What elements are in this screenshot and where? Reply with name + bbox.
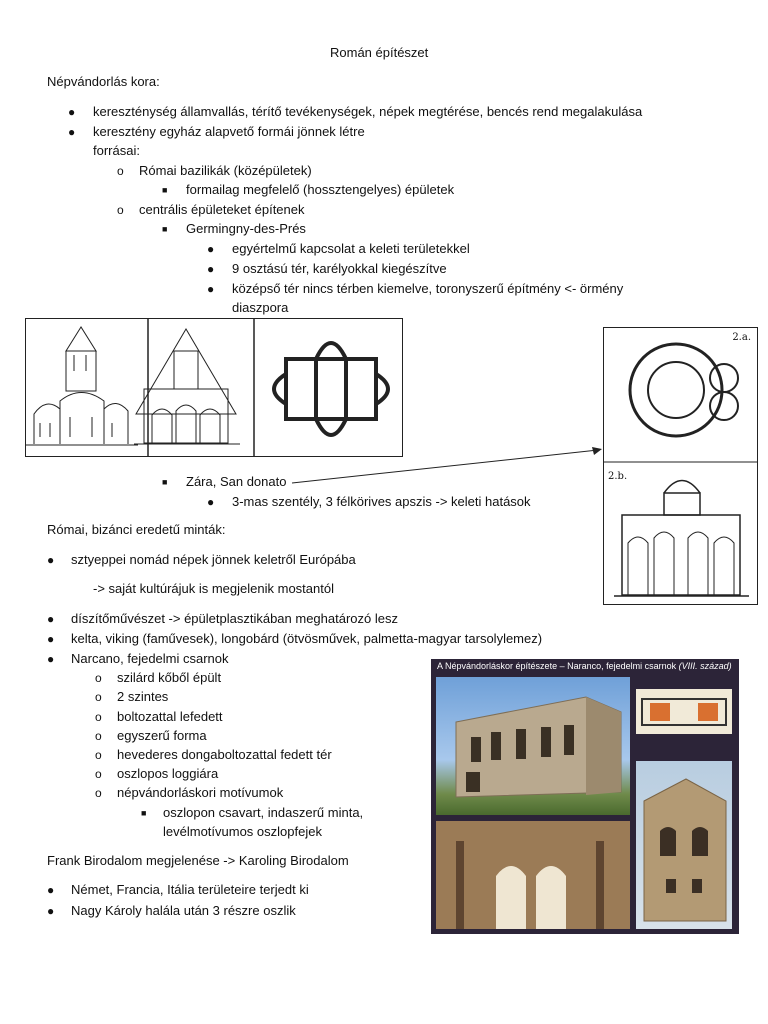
list-item: Narcano, fejedelmi csarnok <box>71 651 229 666</box>
bullet-square: ■ <box>162 185 168 195</box>
bullet-circle: o <box>95 690 102 704</box>
pointer-arrow <box>290 445 610 490</box>
bullet-dot: ● <box>47 553 55 567</box>
figure-label: 2.b. <box>608 471 628 482</box>
photo-exterior-svg <box>436 677 630 815</box>
list-item: középső tér nincs térben kiemelve, toronyszerű építmény <- örmény <box>232 281 624 296</box>
list-item: oszlopos loggiára <box>117 766 219 781</box>
list-item: formailag megfelelő (hossztengelyes) épületek <box>186 182 455 197</box>
list-item: kelta, viking (faművesek), longobárd (ötvösművek, palmetta-magyar tarsolylemez) <box>71 631 543 646</box>
section-heading: Frank Birodalom megjelenése -> Karoling Birodalom <box>47 853 349 868</box>
bullet-dot: ● <box>68 125 76 139</box>
bullet-circle: o <box>95 710 102 724</box>
photo-tower-svg <box>636 761 732 929</box>
list-item: 3-mas szentély, 3 félkörives apszis -> keleti hatások <box>232 494 531 509</box>
figure-label: 2.a. <box>732 332 751 343</box>
bullet-circle: o <box>95 767 102 781</box>
list-item: Római bazilikák (középületek) <box>139 163 312 178</box>
naranco-photo-panel <box>431 659 739 934</box>
bullet-dot: ● <box>47 652 55 666</box>
bullet-square: ■ <box>162 477 168 487</box>
bullet-circle: o <box>95 786 102 800</box>
list-item: 9 osztású tér, karélyokkal kiegészítve <box>232 261 447 276</box>
list-item: Germingny-des-Prés <box>186 221 306 236</box>
germigny-drawings-figure <box>25 318 403 457</box>
bullet-circle: o <box>95 729 102 743</box>
section-heading: Római, bizánci eredetű minták: <box>47 522 226 537</box>
bullet-square: ■ <box>162 224 168 234</box>
list-item: centrális épületeket építenek <box>139 202 305 217</box>
bullet-square: ■ <box>141 808 147 818</box>
bullet-dot: ● <box>207 242 215 256</box>
list-item: 2 szintes <box>117 689 169 704</box>
list-item: oszlopon csavart, indaszerű minta, <box>163 805 364 820</box>
list-item: hevederes dongaboltozattal fedett tér <box>117 747 332 762</box>
photo-caption-century: (VIII. század) <box>678 661 732 671</box>
list-item: népvándorláskori motívumok <box>117 785 284 800</box>
section-heading: Népvándorlás kora: <box>47 74 160 89</box>
bullet-circle: o <box>117 203 124 217</box>
list-item: Nagy Károly halála után 3 részre oszlik <box>71 903 296 918</box>
list-item: boltozattal lefedett <box>117 709 223 724</box>
san-donato-drawings-svg <box>604 328 757 604</box>
bullet-dot: ● <box>207 282 215 296</box>
photo-interior <box>436 821 630 929</box>
bullet-circle: o <box>95 671 102 685</box>
list-item: Zára, San donato <box>186 474 287 489</box>
bullet-dot: ● <box>47 632 55 646</box>
photo-caption-text: A Népvándorláskor építészete – Naranco, fejedelmi csarnok <box>437 661 677 671</box>
bullet-dot: ● <box>47 883 55 897</box>
bullet-circle: o <box>117 164 124 178</box>
germigny-drawings-svg <box>26 319 402 456</box>
list-item-continuation: levélmotívumos oszlopfejek <box>163 824 322 839</box>
bullet-dot: ● <box>47 904 55 918</box>
bullet-circle: o <box>95 748 102 762</box>
list-item-continuation: diaszpora <box>232 300 289 315</box>
list-item: egyszerű forma <box>117 728 207 743</box>
page-title: Román építészet <box>330 45 429 60</box>
list-item: díszítőművészet -> épületplasztikában meghatározó lesz <box>71 611 398 626</box>
list-item: Német, Francia, Itália területeire terjedt ki <box>71 882 309 897</box>
list-item: keresztény egyház alapvető formái jönnek létre <box>93 124 365 139</box>
bullet-dot: ● <box>47 612 55 626</box>
list-item: egyértelmű kapcsolat a keleti területekkel <box>232 241 470 256</box>
bullet-dot: ● <box>68 105 76 119</box>
photo-plan <box>636 689 732 734</box>
bullet-dot: ● <box>207 262 215 276</box>
photo-plan-svg <box>636 689 732 734</box>
list-item-continuation: forrásai: <box>93 143 140 158</box>
photo-interior-svg <box>436 821 630 929</box>
bullet-dot: ● <box>207 495 215 509</box>
list-item: sztyeppei nomád népek jönnek keletről Európába <box>71 552 356 567</box>
list-item: szilárd kőből épült <box>117 670 222 685</box>
san-donato-drawings-figure <box>603 327 758 605</box>
photo-caption <box>437 661 732 671</box>
photo-tower <box>636 761 732 929</box>
photo-exterior <box>436 677 630 815</box>
list-item-continuation: -> saját kultúrájuk is megjelenik mostantól <box>93 581 334 596</box>
list-item: kereszténység államvallás, térítő tevékenységek, népek megtérése, bencés rend megalakulása <box>93 104 643 119</box>
